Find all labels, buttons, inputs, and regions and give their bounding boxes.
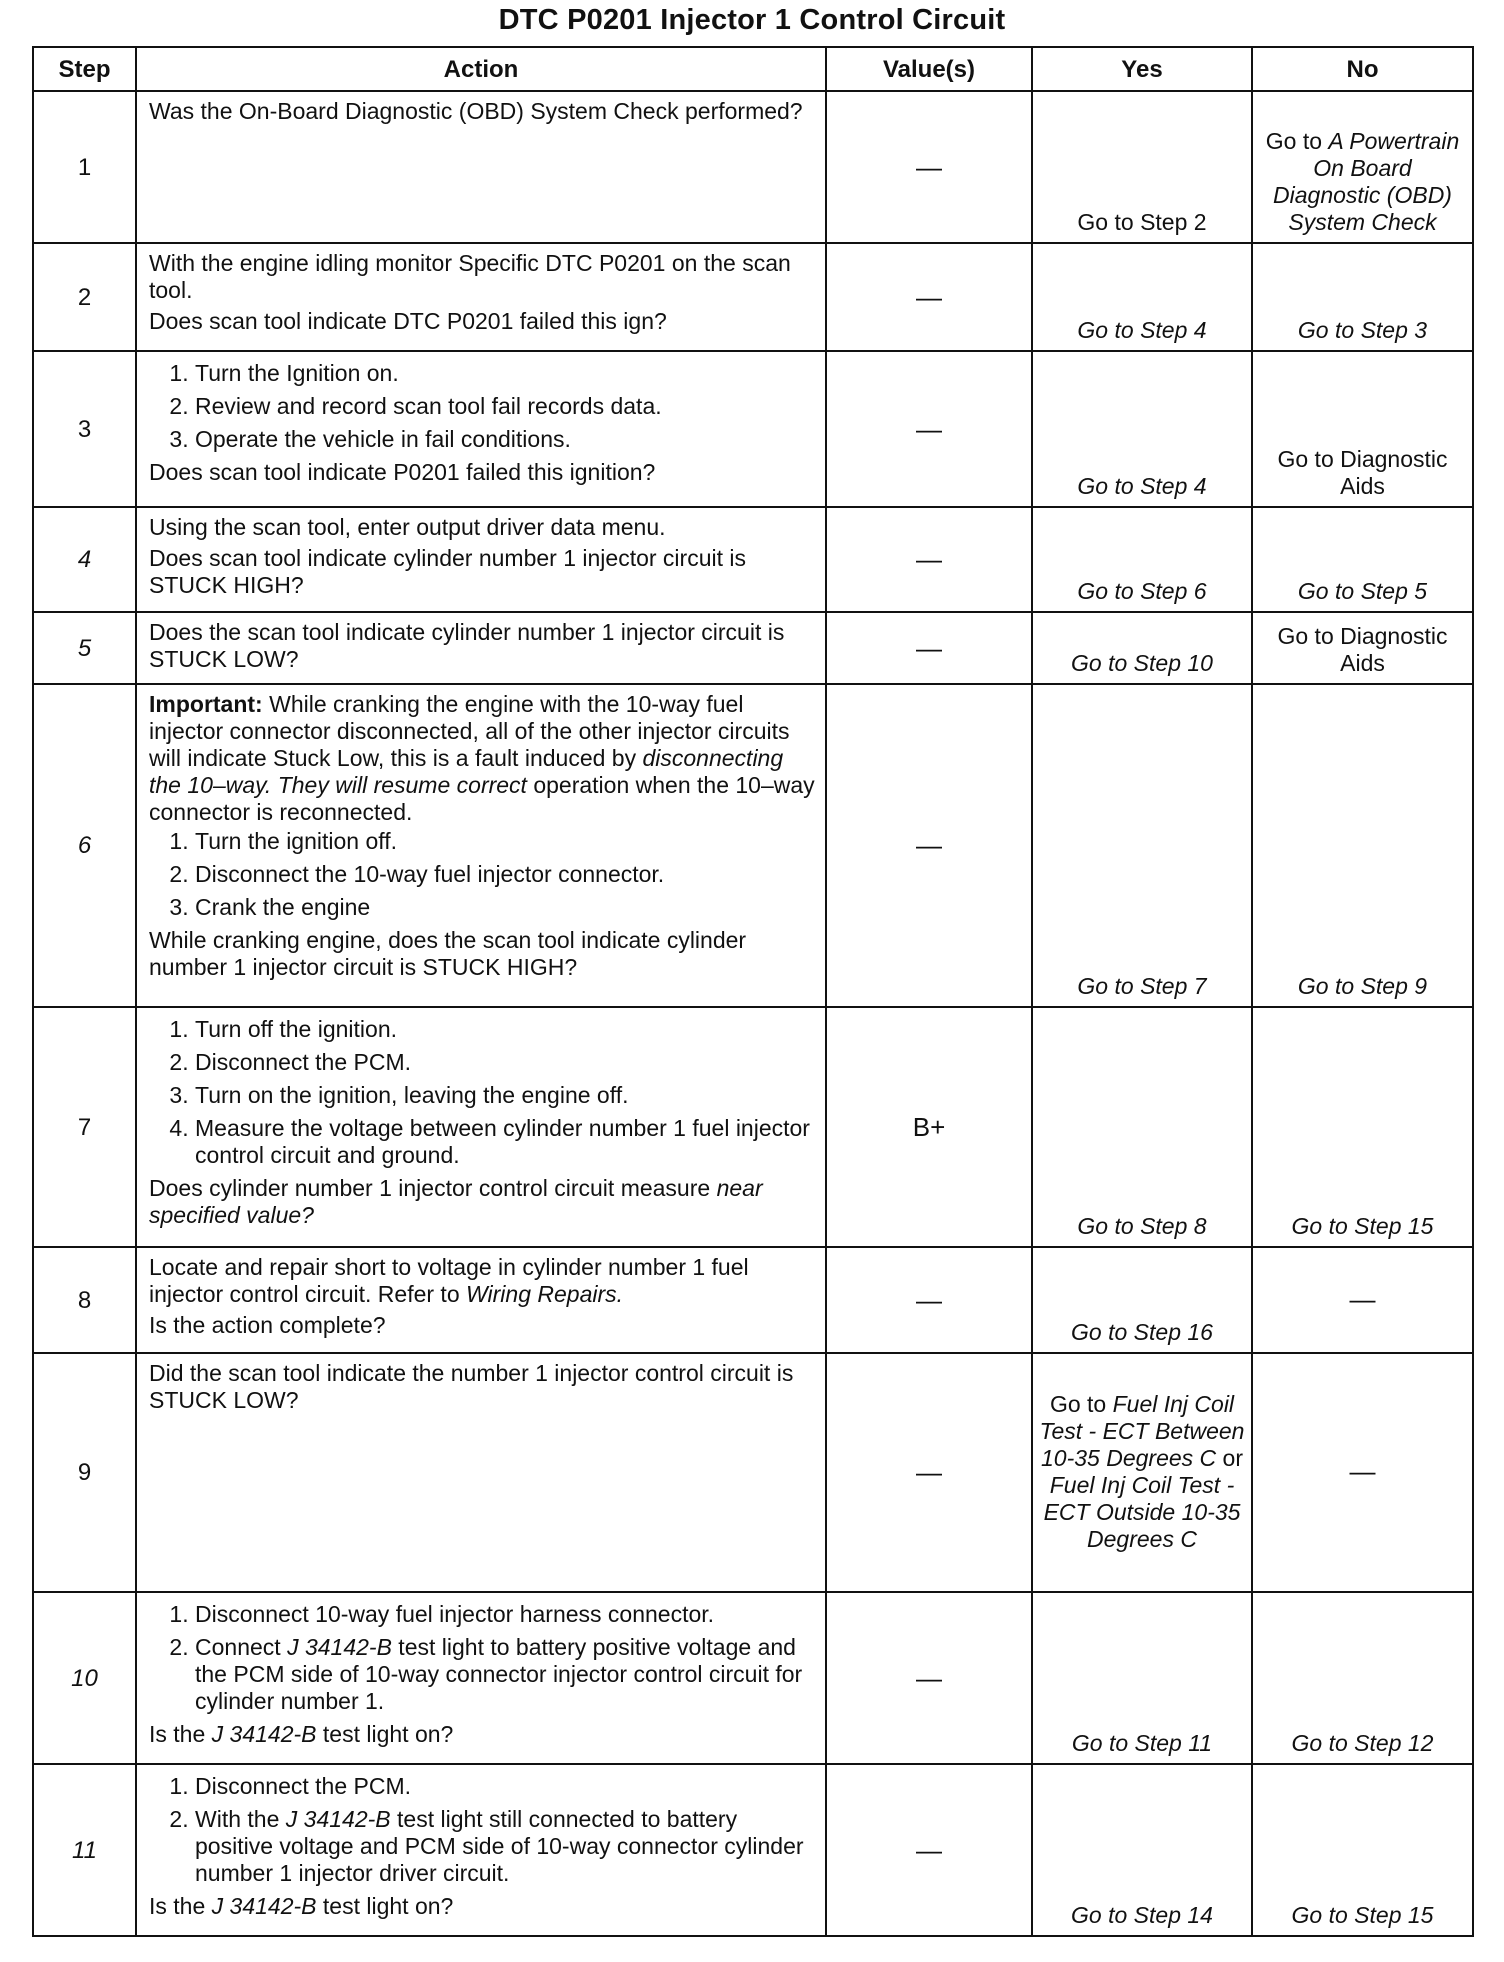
question-text: Is the action complete? xyxy=(149,1312,386,1338)
value-cell: — xyxy=(826,243,1032,351)
question-text: Did the scan tool indicate the number 1 injector control circuit is STUCK LOW? xyxy=(149,1360,794,1413)
value-cell: — xyxy=(826,91,1032,243)
yes-cell[interactable]: Go to Step 4 xyxy=(1032,243,1252,351)
action-cell xyxy=(136,612,826,684)
value-cell: — xyxy=(826,1764,1032,1936)
procedure-link[interactable]: Fuel Inj Coil Test - ECT Outside 10-35 Degrees C xyxy=(1043,1471,1241,1552)
step-number: 5 xyxy=(33,612,136,684)
action-cell xyxy=(136,243,826,351)
list-item: 4. Measure the voltage between cylinder number 1 fuel injector control circuit and ground. xyxy=(195,1115,815,1169)
step-number: 9 xyxy=(33,1353,136,1592)
step-number: 7 xyxy=(33,1007,136,1247)
table-header-row xyxy=(33,47,1473,91)
tool-reference: J 34142-B xyxy=(211,1721,317,1747)
header-step: Step xyxy=(33,47,136,91)
no-cell[interactable]: Go to Step 12 xyxy=(1252,1592,1473,1764)
action-text: Using the scan tool, enter output driver data menu. xyxy=(149,514,666,540)
value-cell: — xyxy=(826,1353,1032,1592)
question-text: Does the scan tool indicate cylinder number 1 injector circuit is STUCK LOW? xyxy=(149,619,785,672)
table-row xyxy=(33,243,1473,351)
no-cell: — xyxy=(1252,1247,1473,1353)
no-cell[interactable]: Go to Diagnostic Aids xyxy=(1252,351,1473,507)
question-text: While cranking engine, does the scan tool indicate cylinder number 1 injector circuit is STUCK HIGH? xyxy=(149,927,747,980)
step-number: 2 xyxy=(33,243,136,351)
table-row xyxy=(33,351,1473,507)
header-values: Value(s) xyxy=(826,47,1032,91)
list-item: 2. Review and record scan tool fail records data. xyxy=(195,393,815,420)
value-cell: — xyxy=(826,612,1032,684)
table-row xyxy=(33,684,1473,1007)
question-text: Is the J 34142-B test light on? xyxy=(149,1721,454,1747)
action-cell xyxy=(136,1353,826,1592)
procedure-list xyxy=(149,1016,815,1169)
diagnostic-table xyxy=(32,46,1474,1937)
question-text: Was the On-Board Diagnostic (OBD) System Check performed? xyxy=(149,98,803,124)
yes-cell[interactable]: Go to Step 4 xyxy=(1032,351,1252,507)
list-item: 3. Crank the engine xyxy=(195,894,815,921)
no-cell: Go to A Powertrain On Board Diagnostic (OBD) System Check xyxy=(1252,91,1473,243)
procedure-list xyxy=(149,360,815,453)
yes-cell[interactable]: Go to Step 11 xyxy=(1032,1592,1252,1764)
table-row xyxy=(33,1007,1473,1247)
value-cell: — xyxy=(826,351,1032,507)
question-text: Does scan tool indicate DTC P0201 failed this ign? xyxy=(149,308,667,334)
value-cell: — xyxy=(826,507,1032,612)
yes-cell[interactable]: Go to Step 10 xyxy=(1032,612,1252,684)
step-number: 8 xyxy=(33,1247,136,1353)
question-text: Does scan tool indicate P0201 failed this ignition? xyxy=(149,459,656,485)
list-item: 1. Disconnect 10-way fuel injector harness connector. xyxy=(195,1601,815,1628)
list-item: 3. Operate the vehicle in fail conditions. xyxy=(195,426,815,453)
procedure-link[interactable]: Fuel Inj Coil Test - ECT Between 10-35 Degrees C xyxy=(1039,1390,1245,1471)
no-cell: — xyxy=(1252,1353,1473,1592)
action-cell xyxy=(136,684,826,1007)
no-cell[interactable]: Go to Step 9 xyxy=(1252,684,1473,1007)
action-text: Locate and repair short to voltage in cylinder number 1 fuel injector control circuit. Refer to Wiring Repairs. xyxy=(149,1254,749,1307)
action-cell xyxy=(136,507,826,612)
yes-cell: Go to Fuel Inj Coil Test - ECT Between 10-35 Degrees C or Fuel Inj Coil Test - ECT Outside 10-35 Degrees C xyxy=(1032,1353,1252,1592)
step-number: 1 xyxy=(33,91,136,243)
procedure-link[interactable]: A Powertrain On Board Diagnostic (OBD) System Check xyxy=(1273,128,1460,235)
question-text: Does scan tool indicate cylinder number 1 injector circuit is STUCK HIGH? xyxy=(149,545,746,598)
yes-cell[interactable]: Go to Step 6 xyxy=(1032,507,1252,612)
action-cell xyxy=(136,351,826,507)
table-row xyxy=(33,91,1473,243)
list-item: 1. Turn the Ignition on. xyxy=(195,360,815,387)
value-cell: — xyxy=(826,1247,1032,1353)
table-row xyxy=(33,1592,1473,1764)
step-number: 4 xyxy=(33,507,136,612)
tool-reference: J 34142-B xyxy=(287,1634,392,1660)
list-item: 2. Connect J 34142-B test light to battery positive voltage and the PCM side of 10-way connector injector control circuit for cylinder number 1. xyxy=(195,1634,815,1715)
value-cell: — xyxy=(826,684,1032,1007)
header-action: Action xyxy=(136,47,826,91)
step-number: 3 xyxy=(33,351,136,507)
no-cell[interactable]: Go to Step 3 xyxy=(1252,243,1473,351)
step-number: 6 xyxy=(33,684,136,1007)
action-cell xyxy=(136,1592,826,1764)
table-row xyxy=(33,507,1473,612)
page-title: DTC P0201 Injector 1 Control Circuit xyxy=(498,4,1006,36)
list-item: 3. Turn on the ignition, leaving the engine off. xyxy=(195,1082,815,1109)
yes-cell[interactable]: Go to Step 16 xyxy=(1032,1247,1252,1353)
no-cell[interactable]: Go to Diagnostic Aids xyxy=(1252,612,1473,684)
important-note: Important: While cranking the engine with the 10-way fuel injector connector disconnected, all of the other injector circuits will indicate Stuck Low, this is a fault induced by disconnecting the 10–way. They will resume correct operation when the 10–way connector is reconnected. xyxy=(149,691,815,825)
no-cell[interactable]: Go to Step 15 xyxy=(1252,1764,1473,1936)
procedure-list xyxy=(149,828,815,921)
list-item: 2. With the J 34142-B test light still connected to battery positive voltage and PCM side of 10-way connector cylinder number 1 injector driver circuit. xyxy=(195,1806,815,1887)
table-row xyxy=(33,612,1473,684)
no-cell[interactable]: Go to Step 5 xyxy=(1252,507,1473,612)
list-item: 2. Disconnect the 10-way fuel injector connector. xyxy=(195,861,815,888)
reference-link[interactable]: Wiring Repairs. xyxy=(466,1281,624,1307)
action-cell xyxy=(136,1247,826,1353)
value-cell: — xyxy=(826,1592,1032,1764)
list-item: 2. Disconnect the PCM. xyxy=(195,1049,815,1076)
yes-cell[interactable]: Go to Step 14 xyxy=(1032,1764,1252,1936)
table-row xyxy=(33,1247,1473,1353)
yes-cell[interactable]: Go to Step 8 xyxy=(1032,1007,1252,1247)
procedure-list xyxy=(149,1601,815,1715)
list-item: 1. Turn off the ignition. xyxy=(195,1016,815,1043)
list-item: 1. Disconnect the PCM. xyxy=(195,1773,815,1800)
yes-cell: Go to Step 2 xyxy=(1032,91,1252,243)
procedure-list xyxy=(149,1773,815,1887)
header-no: No xyxy=(1252,47,1473,91)
tool-reference: J 34142-B xyxy=(211,1893,317,1919)
action-cell xyxy=(136,1764,826,1936)
action-cell xyxy=(136,1007,826,1247)
table-row xyxy=(33,1353,1473,1592)
step-number: 11 xyxy=(33,1764,136,1936)
question-text: Does cylinder number 1 injector control circuit measure near specified value? xyxy=(149,1175,763,1228)
value-cell: B+ xyxy=(826,1007,1032,1247)
yes-cell[interactable]: Go to Step 7 xyxy=(1032,684,1252,1007)
table-row xyxy=(33,1764,1473,1936)
action-text: With the engine idling monitor Specific DTC P0201 on the scan tool. xyxy=(149,250,791,303)
tool-reference: J 34142-B xyxy=(285,1806,391,1832)
action-cell xyxy=(136,91,826,243)
no-cell[interactable]: Go to Step 15 xyxy=(1252,1007,1473,1247)
question-text: Is the J 34142-B test light on? xyxy=(149,1893,454,1919)
step-number: 10 xyxy=(33,1592,136,1764)
header-yes: Yes xyxy=(1032,47,1252,91)
list-item: 1. Turn the ignition off. xyxy=(195,828,815,855)
important-label: Important: xyxy=(149,691,263,717)
